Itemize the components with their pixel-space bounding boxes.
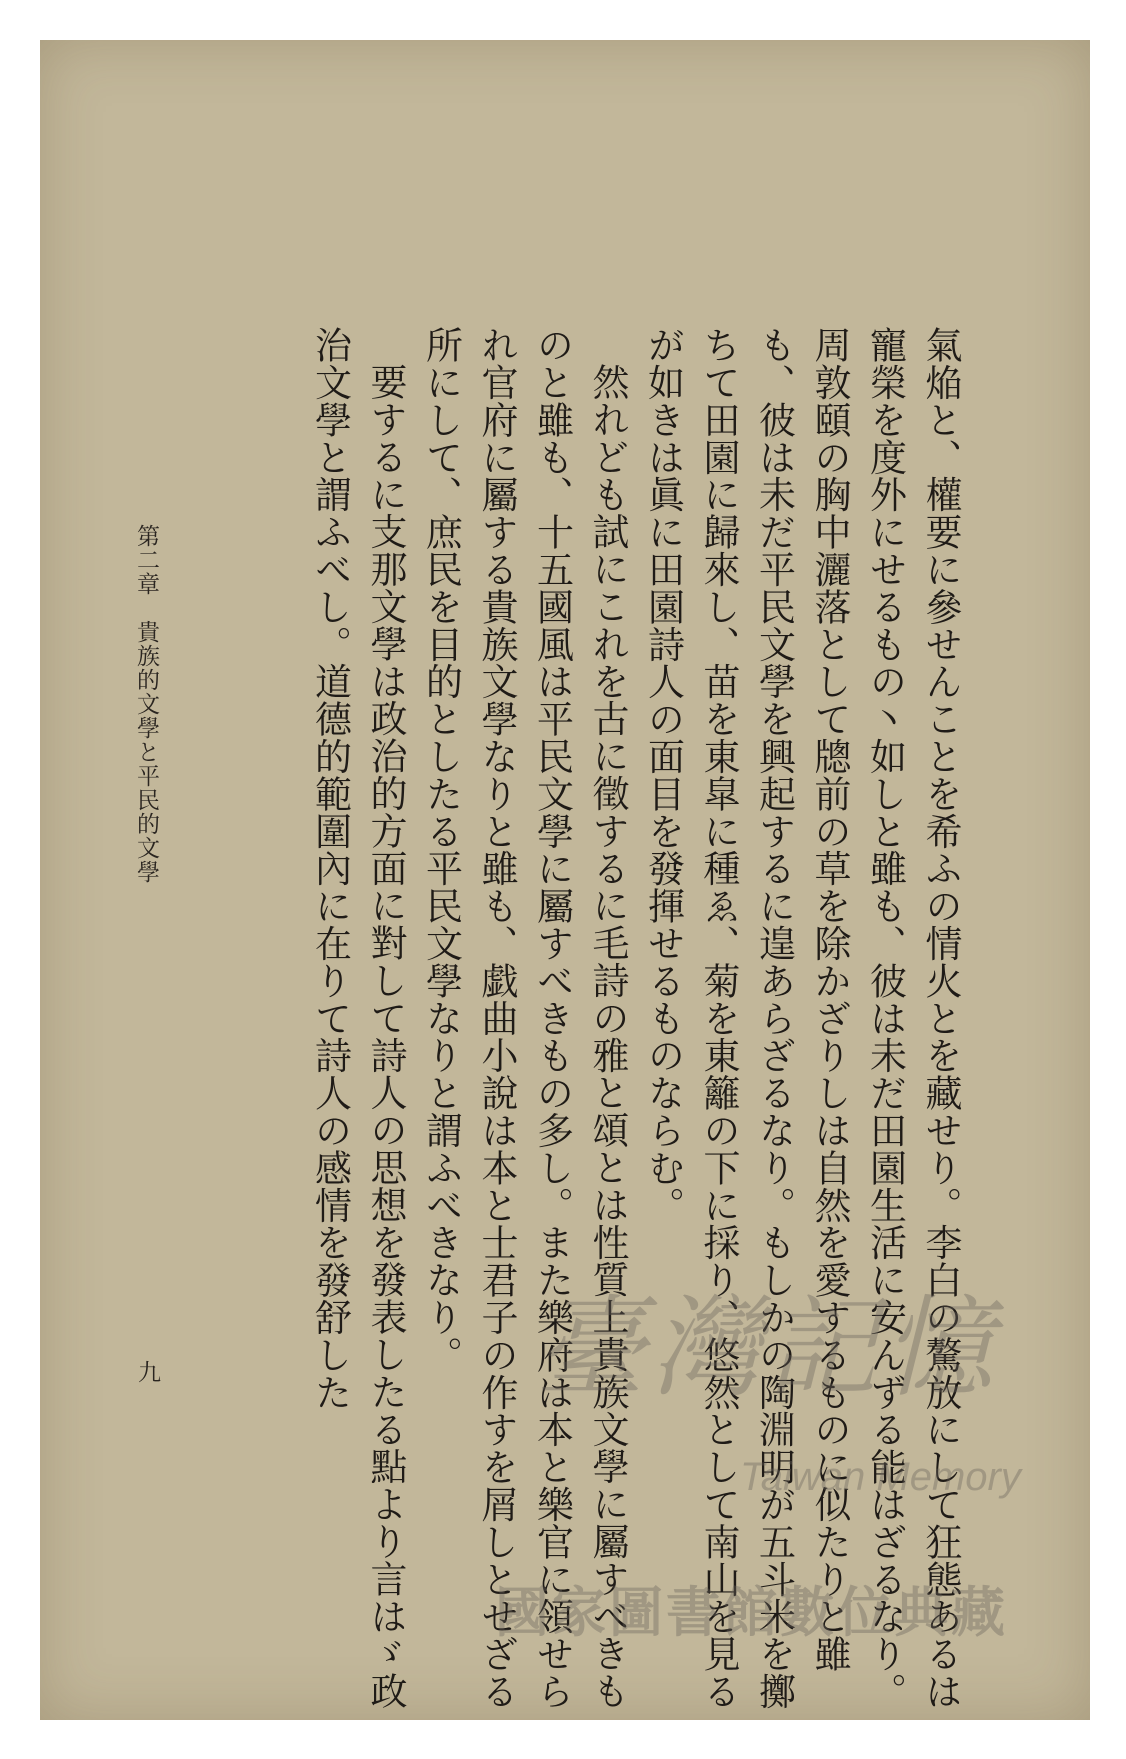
book-page	[40, 40, 1090, 1720]
watermark-caption: 國家圖書館數位典藏	[495, 1583, 1008, 1643]
running-head: 第二章 貴族的文學と平民的文學	[133, 524, 159, 884]
body-text	[308, 326, 968, 1720]
paragraph: 然れども試にこれを古に徵するに毛詩の雅と頌とは性質上貴族文學に屬すべきものと雖も、十五國風は平民文學に屬すべきもの多し。また樂府は本と樂官に領せられ官府に屬する貴族文學なりと雖も、戯曲小說は本と士君子の作すを屑しとせざる所にして、庶民を目的としたる平民文學なりと謂ふべきなり。	[419, 326, 629, 1710]
watermark-latin: Taiwan Memory	[740, 1455, 1021, 1499]
watermark-logo: 臺灣記憶	[535, 1284, 999, 1412]
page-number: 九	[134, 1360, 160, 1383]
paragraph: 氣焔と、權要に參せんことを希ふの情火とを藏せり。李白の驁放にして狂態あるは寵榮を度外にせるもの丶如しと雖も、彼は未だ田園生活に安んずる能はざるなり。周敦頤の胸中灑落として牕前の草を除かざりしは自然を愛するものに似たりと雖も、彼は未だ平民文學を興起するに遑あらざるなり。もしかの陶淵明が五斗米を擲ちて田園に歸來し、苗を東皐に種ゑ、菊を東籬の下に採り、悠然として南山を見るが如きは眞に田園詩人の面目を發揮せるものならむ。	[641, 326, 962, 1710]
paragraph: 要するに支那文學は政治的方面に對して詩人の思想を發表したる點より言はゞ政治文學と謂ふべし。道德的範圍內に在りて詩人の感情を發舒した	[308, 326, 407, 1710]
